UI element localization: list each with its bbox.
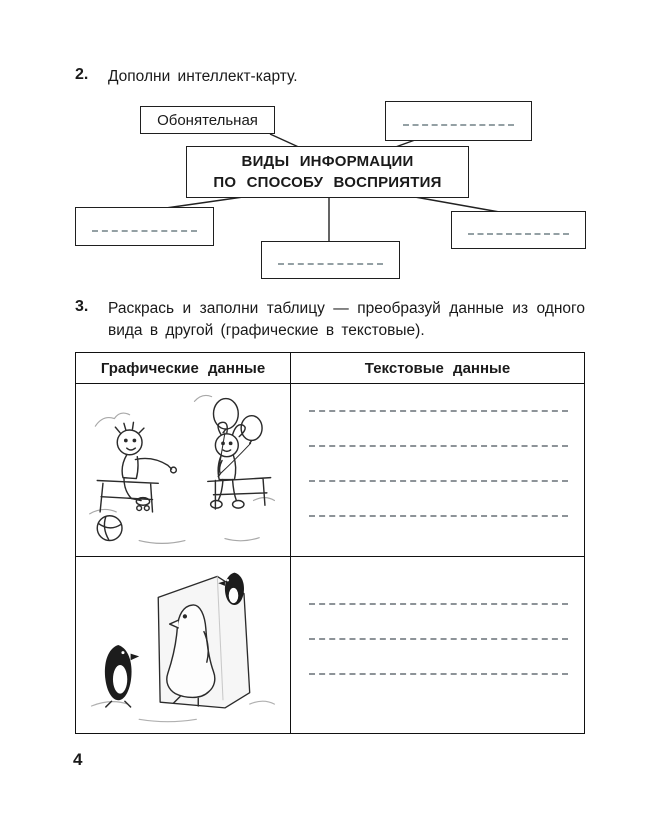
write-line[interactable] <box>309 445 568 447</box>
fill-in-line[interactable] <box>468 233 569 235</box>
write-line[interactable] <box>309 673 568 675</box>
task-2-number: 2. <box>75 66 89 83</box>
mindmap-node-empty-top-right[interactable] <box>385 101 532 141</box>
mindmap-node-empty-bottom-left[interactable] <box>75 207 214 246</box>
task-3-number: 3. <box>75 298 89 316</box>
fill-in-line[interactable] <box>92 230 196 232</box>
write-line[interactable] <box>309 638 568 640</box>
mindmap-node-empty-bottom-center[interactable] <box>261 241 400 279</box>
table-header-graphic-data: Графические данные <box>76 353 291 384</box>
mindmap <box>75 97 585 289</box>
mindmap-node-olfactory <box>140 106 275 134</box>
fill-in-line[interactable] <box>278 263 382 265</box>
task-3-instruction: Раскрась и заполни таблицу — преобразуй данные из одного вида в другой (графические в текстовые). <box>108 300 585 339</box>
kids-with-balloons-illustration <box>82 388 284 552</box>
task-2-instruction: Дополни интеллект-карту. <box>108 68 298 85</box>
mindmap-node-empty-bottom-right[interactable] <box>451 211 586 249</box>
table-header-text-data: Текстовые данные <box>291 353 584 384</box>
write-line[interactable] <box>309 410 568 412</box>
data-table <box>75 352 585 734</box>
mindmap-central-line2: ПО СПОСОБУ ВОСПРИЯТИЯ <box>213 174 442 192</box>
write-line[interactable] <box>309 515 568 517</box>
table-cell-image-penguins <box>76 557 291 733</box>
task-2 <box>75 66 585 289</box>
write-line[interactable] <box>309 603 568 605</box>
penguins-illustration <box>82 563 284 727</box>
mindmap-node-central <box>186 146 469 198</box>
task-3 <box>75 298 585 734</box>
table-cell-answer-lines-2[interactable] <box>291 557 584 733</box>
mindmap-central-line1: ВИДЫ ИНФОРМАЦИИ <box>241 152 414 170</box>
mindmap-node-olfactory-label: Обонятельная <box>157 111 258 129</box>
page-number: 4 <box>73 750 83 769</box>
task-2-header <box>75 66 585 87</box>
task-3-header <box>75 298 585 341</box>
write-line[interactable] <box>309 480 568 482</box>
fill-in-line[interactable] <box>403 124 513 126</box>
table-cell-answer-lines-1[interactable] <box>291 384 584 557</box>
table-cell-image-kids <box>76 384 291 557</box>
